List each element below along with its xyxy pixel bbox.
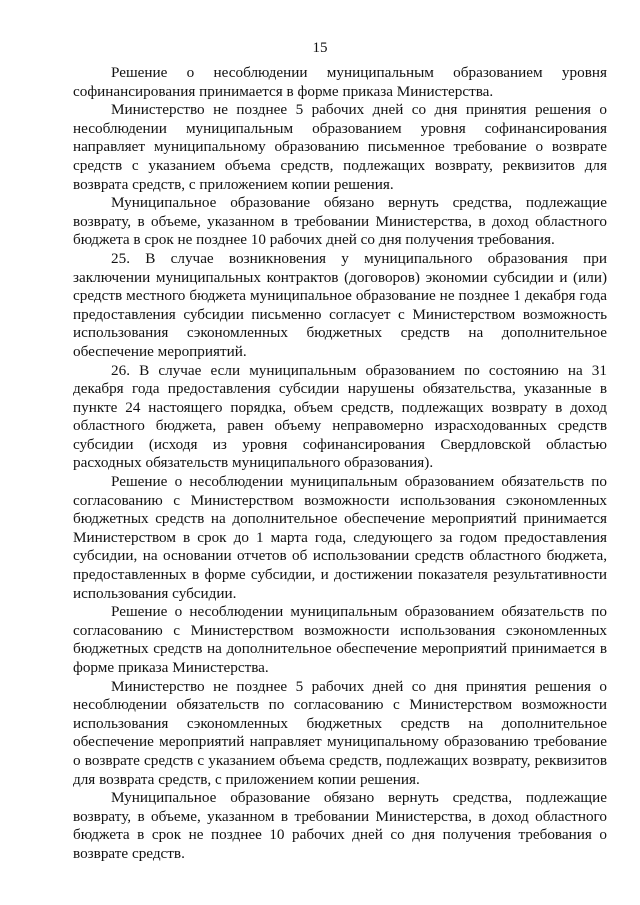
paragraph-return-obligation: Муниципальное образование обязано вернуть средства, подлежащие возврату, в объеме, указанном в требовании Министерства, в доход областного бюджета в срок не позднее 10 рабочих дней со дня получения требования. — [73, 194, 607, 249]
paragraph-return-obligation-2: Муниципальное образование обязано вернуть средства, подлежащие возврату, в объеме, указанном в требовании Министерства, в доход областного бюджета в срок не позднее 10 рабочих дней со дня получения требования о возврате средств. — [73, 789, 607, 862]
paragraph-ministry-requirement: Министерство не позднее 5 рабочих дней со дня принятия решения о несоблюдении муниципальным образованием уровня софинансирования направляет муниципальному образованию письменное требование о возврате средств с указанием объема средств, подлежащих возврату, реквизитов для возврата средств, с приложением копии решения. — [73, 101, 607, 193]
paragraph-decision-deadline: Решение о несоблюдении муниципальным образованием обязательств по согласованию с Министерством возможности использования сэкономленных бюджетных средств на дополнительное обеспечение мероприятий принимается Министерством в срок до 1 марта года, следующего за годом предоставления субсидии, на основании отчетов об использовании средств областного бюджета, предоставленных в форме субсидии, и достижении показателя результативности использования субсидии. — [73, 473, 607, 602]
paragraph-ministry-requirement-2: Министерство не позднее 5 рабочих дней со дня принятия решения о несоблюдении обязательств по согласованию с Министерством возможности использования сэкономленных бюджетных средств на дополнительное обеспечение мероприятий направляет муниципальному образованию требование о возврате средств с указанием объема средств, подлежащих возврату, реквизитов для возврата средств, с приложением копии решения. — [73, 677, 607, 788]
page-number: 15 — [312, 40, 328, 56]
paragraph-decision-form: Решение о несоблюдении муниципальным образованием обязательств по согласованию с Министерством возможности использования сэкономленных бюджетных средств на дополнительное обеспечение мероприятий принимается в форме приказа Министерства. — [73, 603, 607, 676]
paragraph-item-26: 26. В случае если муниципальным образованием по состоянию на 31 декабря года предоставления субсидии нарушены обязательства, указанные в пункте 24 настоящего порядка, объем средств, подлежащих возврату в доход областного бюджета, равен объему неправомерно израсходованных средств субсидии (исходя из уровня софинансирования Свердловской областью расходных обязательств муниципального образования). — [73, 361, 607, 472]
paragraph-cofinancing-decision: Решение о несоблюдении муниципальным образованием уровня софинансирования принимается в форме приказа Министерства. — [73, 64, 607, 100]
paragraph-item-25: 25. В случае возникновения у муниципального образования при заключении муниципальных контрактов (договоров) экономии субсидии и (или) средств местного бюджета муниципальное образование не позднее 1 декабря года предоставления субсидии письменно согласует с Министерством возможность использования сэкономленных бюджетных средств на дополнительное обеспечение мероприятий. — [73, 249, 607, 360]
document-body — [73, 64, 607, 864]
